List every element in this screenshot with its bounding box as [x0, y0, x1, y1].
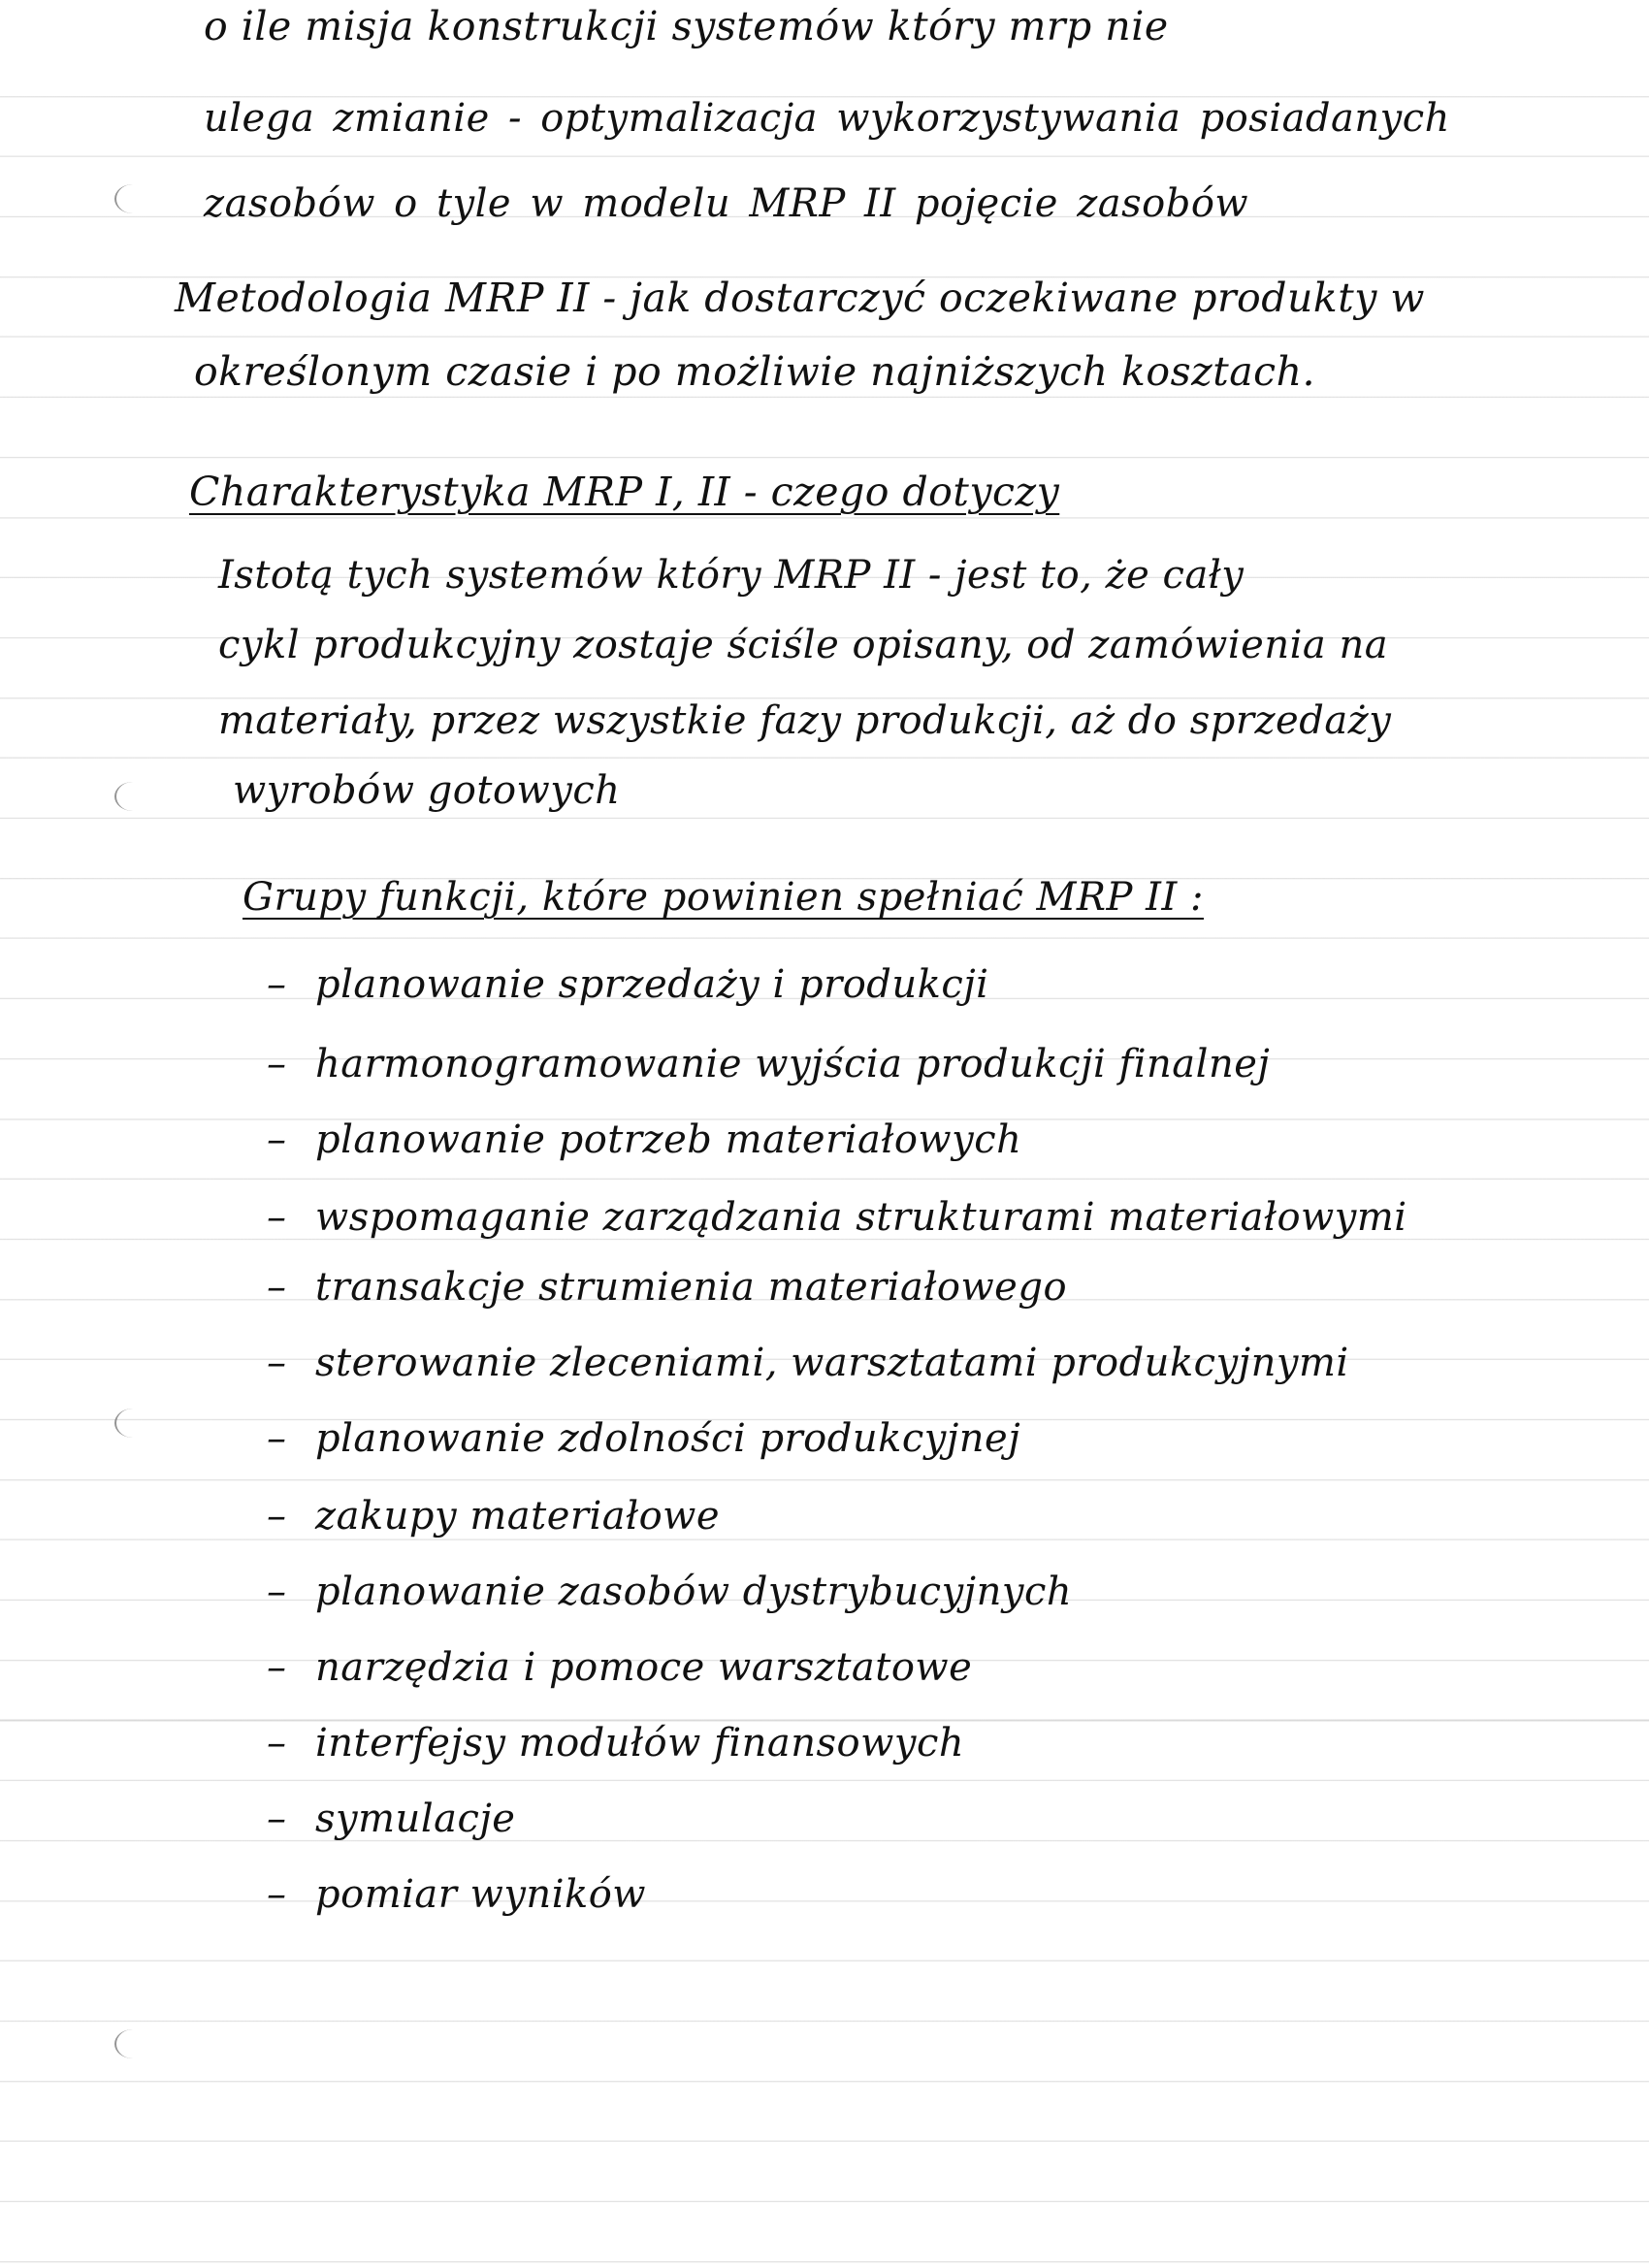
- binder-hole-mark: [114, 184, 151, 213]
- binder-hole-mark: [114, 782, 151, 811]
- list-item-text: sterowanie zleceniami, warsztatami produkcyjnymi: [315, 1341, 1349, 1385]
- list-item-text: harmonogramowanie wyjścia produkcji finalnej: [315, 1042, 1271, 1086]
- list-dash: –: [267, 1042, 287, 1086]
- list-item: [267, 1339, 1349, 1387]
- list-dash: –: [267, 1265, 287, 1310]
- list-dash: –: [267, 1570, 287, 1614]
- list-dash: –: [267, 1341, 287, 1385]
- characteristics-line-3: materiały, przez wszystkie fazy produkcji, aż do sprzedaży: [218, 698, 1392, 743]
- list-dash: –: [267, 1494, 287, 1539]
- list-item: [267, 1414, 1020, 1463]
- list-item-text: transakcje strumienia materiałowego: [315, 1265, 1068, 1310]
- binder-hole-mark: [114, 2029, 151, 2058]
- list-item: [267, 1795, 515, 1843]
- functions-heading: Grupy funkcji, które powinien spełniać MRP II :: [242, 875, 1204, 920]
- characteristics-line-2: cykl produkcyjny zostaje ściśle opisany, od zamówienia na: [218, 623, 1389, 667]
- binder-hole-mark: [114, 1409, 151, 1438]
- list-item-text: zakupy materiałowe: [315, 1494, 721, 1539]
- methodology-line-2: określonym czasie i po możliwie najniższych kosztach.: [194, 348, 1316, 395]
- list-dash: –: [267, 1797, 287, 1841]
- list-item: [267, 1193, 1407, 1242]
- list-item: [267, 1870, 646, 1919]
- characteristics-heading: Charakterystyka MRP I, II - czego dotyczy: [189, 469, 1060, 515]
- list-item-text: symulacje: [315, 1797, 516, 1841]
- intro-line-1: o ile misja konstrukcji systemów który mrp nie: [204, 3, 1169, 49]
- methodology-line-1: Metodologia MRP II - jak dostarczyć oczekiwane produkty w: [175, 275, 1425, 321]
- list-item-text: planowanie potrzeb materiałowych: [315, 1118, 1022, 1162]
- list-item-text: planowanie zasobów dystrybucyjnych: [315, 1570, 1073, 1614]
- list-item: [267, 1568, 1072, 1616]
- list-item-text: planowanie zdolności produkcyjnej: [315, 1416, 1021, 1461]
- list-item-text: interfejsy modułów finansowych: [315, 1721, 965, 1766]
- list-item: [267, 1719, 964, 1767]
- list-item-text: wspomaganie zarządzania strukturami materiałowymi: [315, 1195, 1407, 1240]
- list-item-text: pomiar wyników: [315, 1872, 647, 1917]
- list-dash: –: [267, 1416, 287, 1461]
- list-item: [267, 960, 988, 1009]
- characteristics-line-1: Istotą tych systemów który MRP II - jest to, że cały: [218, 553, 1245, 598]
- list-dash: –: [267, 1872, 287, 1917]
- list-dash: –: [267, 962, 287, 1007]
- list-item: [267, 1040, 1270, 1088]
- list-item-text: narzędzia i pomoce warsztatowe: [315, 1645, 973, 1690]
- list-dash: –: [267, 1645, 287, 1690]
- list-item: [267, 1643, 972, 1692]
- characteristics-line-4: wyrobów gotowych: [233, 768, 621, 813]
- list-dash: –: [267, 1118, 287, 1162]
- intro-line-2: ulega zmianie - optymalizacja wykorzystywania posiadanych zasobów o tyle w modelu MRP II pojęcie zasobów: [204, 96, 1450, 226]
- list-item: [267, 1263, 1067, 1312]
- list-item: [267, 1116, 1021, 1164]
- list-dash: –: [267, 1721, 287, 1766]
- list-dash: –: [267, 1195, 287, 1240]
- list-item: [267, 1492, 720, 1540]
- list-item-text: planowanie sprzedaży i produkcji: [315, 962, 989, 1007]
